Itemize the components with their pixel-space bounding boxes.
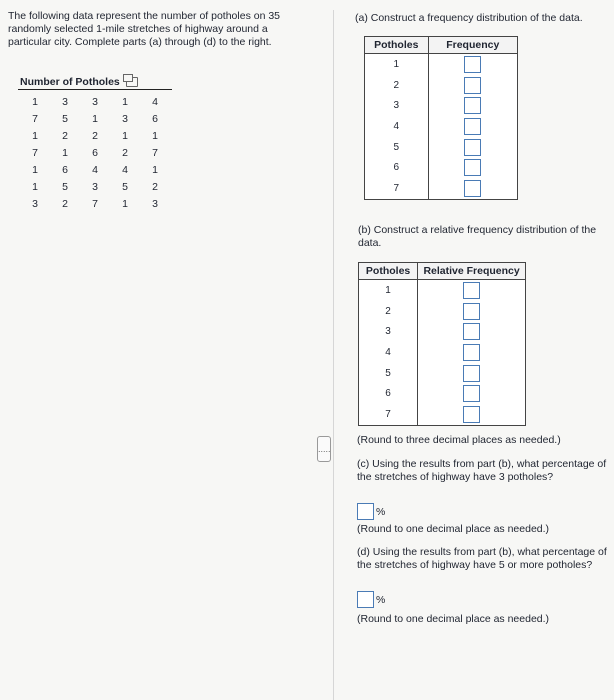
potholes-value: 4 [359,342,418,363]
data-cell: 3 [152,197,158,210]
potholes-value: 7 [365,178,429,199]
header-relative-frequency: Relative Frequency [418,263,526,280]
data-cell: 5 [62,180,68,193]
copy-data-icon[interactable] [126,77,138,87]
frequency-input[interactable] [464,77,481,94]
potholes-value: 7 [359,404,418,425]
data-cell: 1 [152,129,158,142]
table-row [365,95,518,116]
relative-frequency-table [358,262,526,426]
part-c-rounding-note: (Round to one decimal place as needed.) [357,523,550,535]
relative-frequency-input[interactable] [463,323,480,340]
data-cell: 5 [122,180,128,193]
table-row [359,280,526,301]
data-cell: 1 [62,146,68,159]
data-cell: 1 [32,95,38,108]
frequency-cell [428,116,517,137]
frequency-cell [428,137,517,158]
table-row [365,75,518,96]
data-cell: 2 [122,146,128,159]
data-cell: 2 [92,129,98,142]
more-options-button[interactable]: ..... [317,436,331,462]
header-potholes: Potholes [365,37,429,54]
table-row [365,157,518,178]
frequency-cell [428,75,517,96]
data-row [20,144,170,161]
frequency-cell [428,95,517,116]
data-cell: 7 [32,112,38,125]
data-cell: 5 [62,112,68,125]
potholes-value: 5 [359,363,418,384]
table-row [365,137,518,158]
frequency-input[interactable] [464,139,481,156]
frequency-cell [428,157,517,178]
table-row [359,404,526,425]
header-frequency: Frequency [428,37,517,54]
potholes-value: 3 [365,95,429,116]
relative-frequency-input[interactable] [463,282,480,299]
data-row [20,93,170,110]
relative-frequency-cell [418,363,526,384]
part-c-answer-row [357,503,385,520]
frequency-input[interactable] [464,180,481,197]
data-cell: 1 [92,112,98,125]
frequency-cell [428,54,517,75]
data-row [20,178,170,195]
data-cell: 1 [32,180,38,193]
potholes-value: 2 [359,301,418,322]
data-cell: 6 [62,163,68,176]
data-cell: 1 [152,163,158,176]
potholes-value: 6 [365,157,429,178]
panel-divider [333,10,334,700]
relative-frequency-cell [418,404,526,425]
data-cell: 2 [62,129,68,142]
part-d-answer-input[interactable] [357,591,374,608]
data-cell: 3 [92,180,98,193]
data-row [20,161,170,178]
relative-frequency-input[interactable] [463,385,480,402]
data-cell: 1 [32,163,38,176]
potholes-value: 1 [359,280,418,301]
frequency-input[interactable] [464,97,481,114]
table-row [365,116,518,137]
relative-frequency-cell [418,301,526,322]
part-c-prompt: (c) Using the results from part (b), what percentage of the stretches of highway have 3 potholes? [357,458,607,483]
data-row [20,195,170,212]
potholes-value: 1 [365,54,429,75]
data-cell: 3 [32,197,38,210]
relative-frequency-input[interactable] [463,344,480,361]
problem-statement [8,10,313,49]
frequency-input[interactable] [464,56,481,73]
relative-frequency-input[interactable] [463,365,480,382]
potholes-value: 3 [359,321,418,342]
relative-frequency-cell [418,321,526,342]
data-table-title: Number of Potholes [20,76,138,88]
part-d-prompt: (d) Using the results from part (b), what percentage of the stretches of highway have 5 or more potholes? [357,546,607,571]
potholes-data-grid [20,93,170,212]
data-cell: 6 [92,146,98,159]
data-cell: 2 [152,180,158,193]
data-row [20,110,170,127]
relative-frequency-input[interactable] [463,406,480,423]
potholes-value: 4 [365,116,429,137]
part-b-rounding-note: (Round to three decimal places as needed.) [357,434,561,446]
potholes-value: 5 [365,137,429,158]
frequency-input[interactable] [464,118,481,135]
data-table-rule [18,89,172,90]
table-row [359,342,526,363]
relative-frequency-cell [418,383,526,404]
data-cell: 1 [122,129,128,142]
table-row [359,301,526,322]
data-cell: 4 [122,163,128,176]
data-cell: 7 [92,197,98,210]
data-cell: 4 [152,95,158,108]
potholes-value: 2 [365,75,429,96]
data-cell: 3 [122,112,128,125]
part-b-prompt: (b) Construct a relative frequency distribution of the data. [358,224,597,249]
data-cell: 2 [62,197,68,210]
percent-unit: % [376,593,386,606]
table-row [359,321,526,342]
part-d-rounding-note: (Round to one decimal place as needed.) [357,613,550,625]
part-a-prompt: (a) Construct a frequency distribution of the data. [355,12,583,24]
percent-unit: % [376,505,386,518]
potholes-value: 6 [359,383,418,404]
data-row [20,127,170,144]
data-cell: 3 [62,95,68,108]
table-row [359,383,526,404]
data-cell: 3 [92,95,98,108]
frequency-input[interactable] [464,159,481,176]
data-cell: 4 [92,163,98,176]
data-cell: 1 [122,197,128,210]
table-row [359,363,526,384]
relative-frequency-cell [418,280,526,301]
header-potholes: Potholes [359,263,418,280]
frequency-cell [428,178,517,199]
part-c-answer-input[interactable] [357,503,374,520]
frequency-table [364,36,518,200]
table-row [365,54,518,75]
data-cell: 7 [32,146,38,159]
relative-frequency-cell [418,342,526,363]
part-d-answer-row [357,591,385,608]
data-cell: 7 [152,146,158,159]
intro-text: The following data represent the number of potholes on 35 randomly selected 1-mile stretches of highway around a particular city. Complete parts (a) through (d) to the right. [8,10,281,48]
data-cell: 1 [122,95,128,108]
table-row [365,178,518,199]
data-cell: 1 [32,129,38,142]
data-cell: 6 [152,112,158,125]
relative-frequency-input[interactable] [463,303,480,320]
